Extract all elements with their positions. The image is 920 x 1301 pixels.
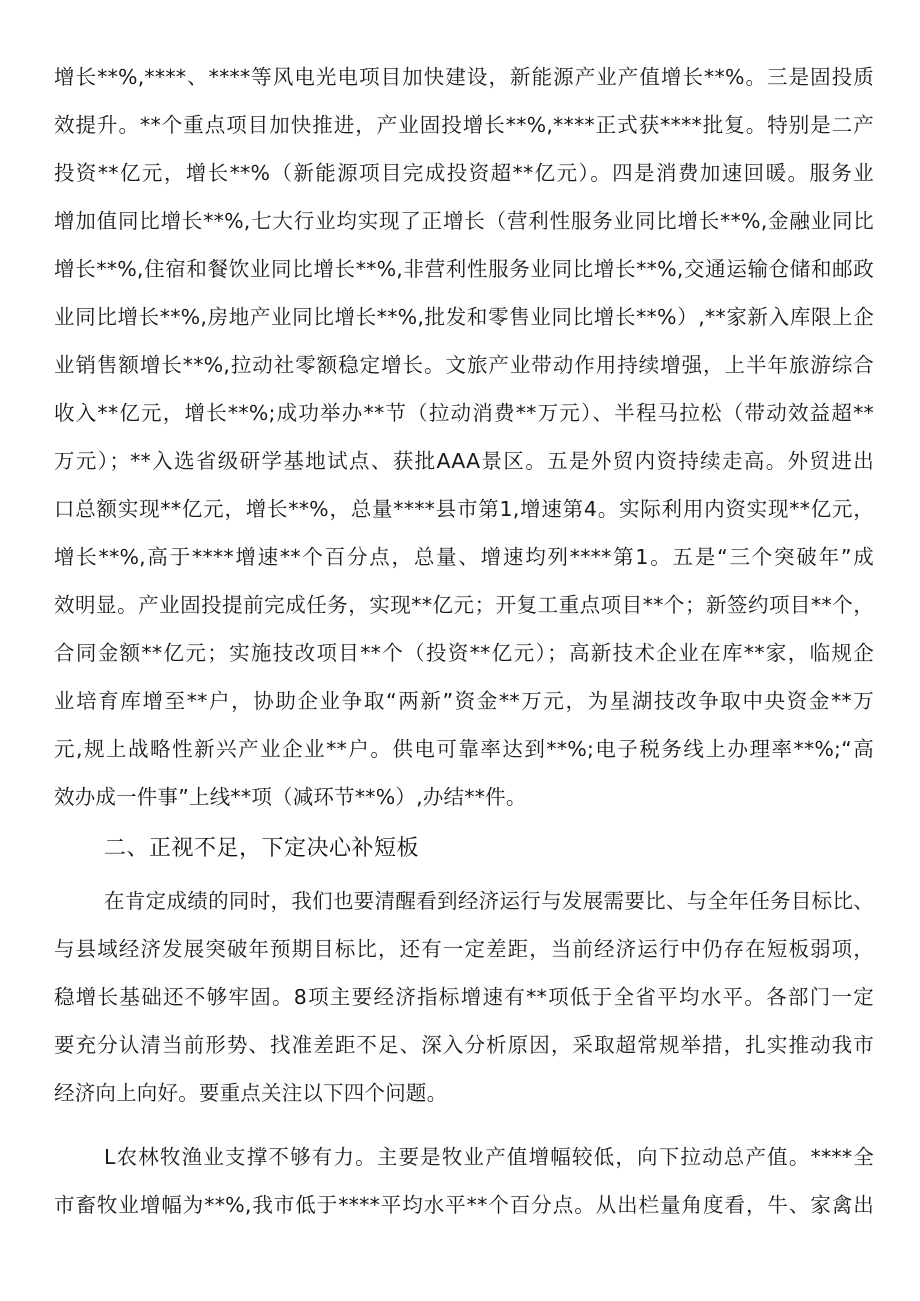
body-text-line: 口总额实现**亿元，增长**%，总量****县市第1,增速第4。实际利用内资实现**亿元，	[54, 497, 874, 521]
section-heading: 二、正视不足，下定决心补短板	[104, 836, 420, 861]
body-text-line: 增加值同比增长**%,七大行业均实现了正增长（营利性服务业同比增长**%,金融业同比	[54, 209, 874, 233]
body-text-line: 稳增长基础还不够牢固。8项主要经济指标增速有**项低于全省平均水平。各部门一定	[54, 985, 874, 1009]
body-text-line: 效办成一件事”上线**项（减环节**%）,办结**件。	[54, 785, 527, 809]
body-text-line: 效明显。产业固投提前完成任务，实现**亿元；开复工重点项目**个；新签约项目**个，	[54, 593, 874, 617]
body-text-line: 业同比增长**%,房地产业同比增长**%,批发和零售业同比增长**%）,**家新入库限上企	[54, 305, 874, 329]
body-text-line: 投资**亿元，增长**%（新能源项目完成投资超**亿元）。四是消费加速回暖。服务业	[54, 161, 874, 185]
body-text-line: 收入**亿元，增长**%;成功举办**节（拉动消费**万元）、半程马拉松（带动效益超**	[54, 401, 874, 425]
body-text-line: 在肯定成绩的同时，我们也要清醒看到经济运行与发展需要比、与全年任务目标比、	[104, 889, 874, 913]
body-text-line: 与县域经济发展突破年预期目标比，还有一定差距，当前经济运行中仍存在短板弱项，	[54, 937, 874, 961]
body-text-line: 增长**%,住宿和餐饮业同比增长**%,非营利性服务业同比增长**%,交通运输仓储和邮政	[54, 257, 874, 281]
body-text-line: 合同金额**亿元；实施技改项目**个（投资**亿元）；高新技术企业在库**家，临规企	[54, 641, 874, 665]
body-text-line: 市畜牧业增幅为**%,我市低于****平均水平**个百分点。从出栏量角度看，牛、家禽出	[54, 1193, 874, 1217]
body-text-line: 效提升。**个重点项目加快推进，产业固投增长**%,****正式获****批复。特别是二产	[54, 113, 874, 137]
body-text-line: 增长**%,****、****等风电光电项目加快建设，新能源产业产值增长**%。三是固投质	[54, 65, 874, 89]
body-text-line: 业销售额增长**%,拉动社零额稳定增长。文旅产业带动作用持续增强，上半年旅游综合	[54, 353, 874, 377]
body-text-line: 增长**%,高于****增速**个百分点，总量、增速均列****第1。五是“三个突破年”成	[54, 545, 874, 569]
body-text-line: 万元）；**入选省级研学基地试点、获批AAA景区。五是外贸内资持续走高。外贸进出	[54, 449, 874, 473]
body-text-line: 元,规上战略性新兴产业企业**户。供电可靠率达到**%;电子税务线上办理率**%;“高	[54, 737, 874, 761]
body-text-line: L农林牧渔业支撑不够有力。主要是牧业产值增幅较低，向下拉动总产值。****全	[104, 1145, 874, 1169]
body-text-line: 业培育库增至**户，协助企业争取“两新”资金**万元，为星湖技改争取中央资金**万	[54, 689, 874, 713]
body-text-line: 要充分认清当前形势、找准差距不足、深入分析原因，采取超常规举措，扎实推动我市	[54, 1033, 874, 1057]
body-text-line: 经济向上向好。要重点关注以下四个问题。	[54, 1081, 448, 1105]
